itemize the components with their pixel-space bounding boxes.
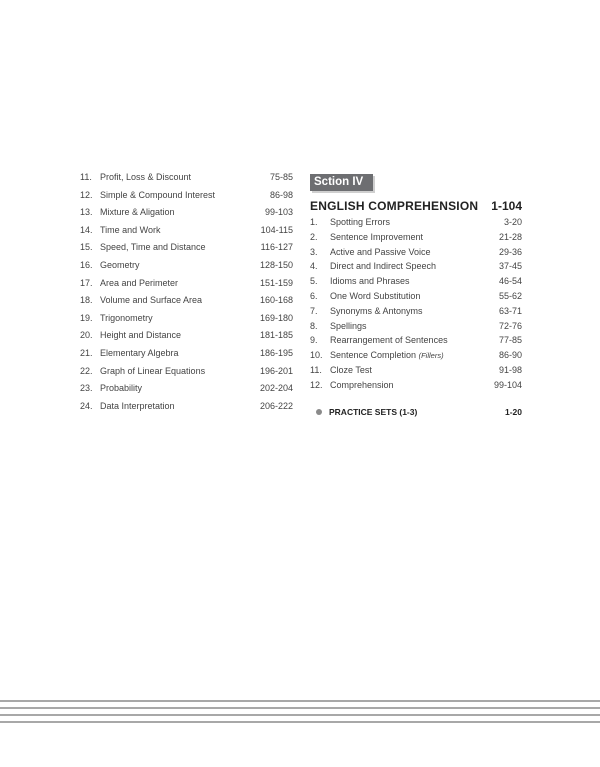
toc-number: 18. [80, 295, 93, 306]
toc-pages: 63-71 [498, 305, 522, 316]
toc-pages: 202-204 [259, 383, 293, 394]
toc-pages: 104-115 [260, 224, 293, 235]
section-header [310, 199, 522, 213]
toc-number: 7. [310, 305, 318, 316]
toc-title [330, 232, 499, 242]
section-items [310, 217, 522, 395]
toc-pages: 160-168 [259, 295, 293, 306]
toc-title-text: Rearrangement of Sentences [330, 335, 448, 346]
toc-number: 15. [80, 242, 93, 253]
toc-row [310, 380, 522, 395]
toc-title: Mixture & Aligation [100, 207, 175, 218]
footer-line [0, 714, 600, 716]
toc-title: Profit, Loss & Discount [100, 172, 192, 182]
toc-number: 10. [310, 350, 323, 361]
section-title: ENGLISH COMPREHENSION [310, 199, 479, 213]
footer-decoration [0, 700, 600, 728]
toc-title [330, 247, 499, 257]
toc-number: 16. [80, 259, 93, 270]
toc-title: Height and Distance [100, 330, 182, 341]
toc-number: 1. [310, 217, 318, 227]
toc-row [80, 172, 293, 190]
toc-row [80, 401, 293, 419]
toc-row [80, 242, 293, 260]
toc-title: Simple & Compound Interest [100, 189, 216, 200]
toc-row [80, 190, 293, 208]
toc-pages: 91-98 [498, 364, 522, 375]
toc-title-text: Cloze Test [330, 364, 372, 375]
toc-row [80, 330, 293, 348]
toc-pages: 99-103 [264, 207, 293, 218]
toc-number: 9. [310, 335, 318, 346]
toc-left-column [80, 172, 293, 418]
toc-title-text: Comprehension [330, 379, 394, 390]
toc-title-text: Sentence Completion [330, 350, 417, 361]
practice-sets-title: PRACTICE SETS (1-3) [329, 406, 418, 417]
toc-number: 14. [80, 224, 93, 235]
toc-number: 20. [80, 330, 93, 341]
toc-pages: 46-54 [498, 276, 522, 287]
toc-row [80, 295, 293, 313]
toc-row [310, 247, 522, 262]
toc-pages: 72-76 [498, 320, 522, 331]
toc-number: 24. [80, 400, 93, 411]
toc-row [310, 217, 522, 232]
toc-pages: 29-36 [498, 246, 522, 257]
toc-row [80, 383, 293, 401]
toc-row [310, 350, 522, 365]
toc-number: 19. [80, 312, 93, 323]
toc-pages: 77-85 [498, 335, 522, 346]
toc-title [330, 365, 499, 375]
toc-number: 22. [80, 365, 93, 376]
toc-title: Speed, Time and Distance [100, 242, 206, 253]
toc-title: Elementary Algebra [100, 347, 179, 358]
toc-number: 17. [80, 277, 93, 288]
toc-number: 6. [310, 290, 318, 301]
toc-row [80, 278, 293, 296]
toc-number: 21. [80, 347, 93, 358]
toc-row [310, 335, 522, 350]
toc-number: 3. [310, 246, 318, 257]
toc-title: Volume and Surface Area [100, 295, 203, 306]
toc-number: 8. [310, 320, 318, 331]
toc-title [330, 217, 504, 227]
toc-title-text: Synonyms & Antonyms [330, 305, 423, 316]
toc-row [80, 207, 293, 225]
section-pages: 1-104 [491, 199, 522, 213]
toc-title: Geometry [100, 259, 140, 270]
toc-number: 13. [80, 207, 93, 218]
toc-pages: 86-98 [269, 189, 293, 200]
toc-title-text: Active and Passive Voice [330, 246, 431, 257]
toc-number: 12. [80, 189, 93, 200]
toc-row [80, 366, 293, 384]
toc-title: Probability [100, 383, 143, 394]
toc-row [310, 306, 522, 321]
toc-pages: 21-28 [498, 231, 522, 242]
toc-number: 11. [80, 172, 92, 182]
toc-pages: 206-222 [259, 400, 293, 411]
toc-title-note: (Fillers) [418, 351, 444, 361]
toc-title [330, 306, 499, 316]
toc-row [80, 260, 293, 278]
footer-line [0, 721, 600, 723]
bullet-icon [316, 409, 322, 415]
toc-number: 4. [310, 261, 318, 272]
toc-row [80, 313, 293, 331]
toc-title: Trigonometry [100, 312, 153, 323]
toc-pages: 196-201 [259, 365, 293, 376]
toc-pages: 181-185 [259, 330, 293, 341]
toc-pages: 55-62 [498, 290, 522, 301]
toc-title [330, 350, 499, 360]
toc-row [80, 348, 293, 366]
toc-number: 23. [80, 383, 93, 394]
toc-title: Data Interpretation [100, 400, 175, 411]
toc-right-column [310, 172, 522, 417]
toc-title: Graph of Linear Equations [100, 365, 206, 376]
toc-title: Area and Perimeter [100, 277, 179, 288]
toc-pages: 128-150 [259, 259, 293, 270]
toc-title-text: Sentence Improvement [330, 231, 424, 242]
toc-title-text: Direct and Indirect Speech [330, 261, 437, 272]
toc-pages: 99-104 [493, 379, 522, 390]
toc-title [330, 380, 494, 390]
toc-pages: 75-85 [269, 172, 293, 182]
toc-pages: 186-195 [259, 347, 293, 358]
toc-row [310, 365, 522, 380]
toc-row [310, 276, 522, 291]
toc-number: 12. [310, 379, 323, 390]
toc-title [330, 276, 499, 286]
section-tag: Sction IV [310, 174, 373, 191]
toc-pages: 86-90 [498, 350, 522, 361]
toc-row [80, 225, 293, 243]
practice-sets-row [310, 407, 522, 417]
toc-row [310, 261, 522, 276]
toc-number: 5. [310, 276, 318, 287]
toc-pages: 169-180 [259, 312, 293, 323]
toc-row [310, 321, 522, 336]
toc-title-text: Spellings [330, 320, 367, 331]
toc-row [310, 232, 522, 247]
toc-title-text: Idioms and Phrases [330, 276, 410, 287]
toc-number: 11. [310, 364, 322, 375]
toc-pages: 116-127 [260, 242, 293, 253]
toc-title [330, 335, 499, 345]
footer-line [0, 707, 600, 709]
toc-row [310, 291, 522, 306]
footer-line [0, 700, 600, 702]
toc-title: Time and Work [100, 224, 161, 235]
toc-title [330, 261, 499, 271]
toc-number: 2. [310, 231, 318, 242]
toc-title [330, 291, 499, 301]
practice-sets-pages: 1-20 [504, 406, 522, 417]
toc-title-text: One Word Substitution [330, 290, 421, 301]
toc-pages: 151-159 [259, 277, 293, 288]
toc-pages: 37-45 [498, 261, 522, 272]
toc-title-text: Spotting Errors [330, 217, 391, 227]
toc-title [330, 321, 499, 331]
toc-pages: 3-20 [503, 217, 522, 227]
